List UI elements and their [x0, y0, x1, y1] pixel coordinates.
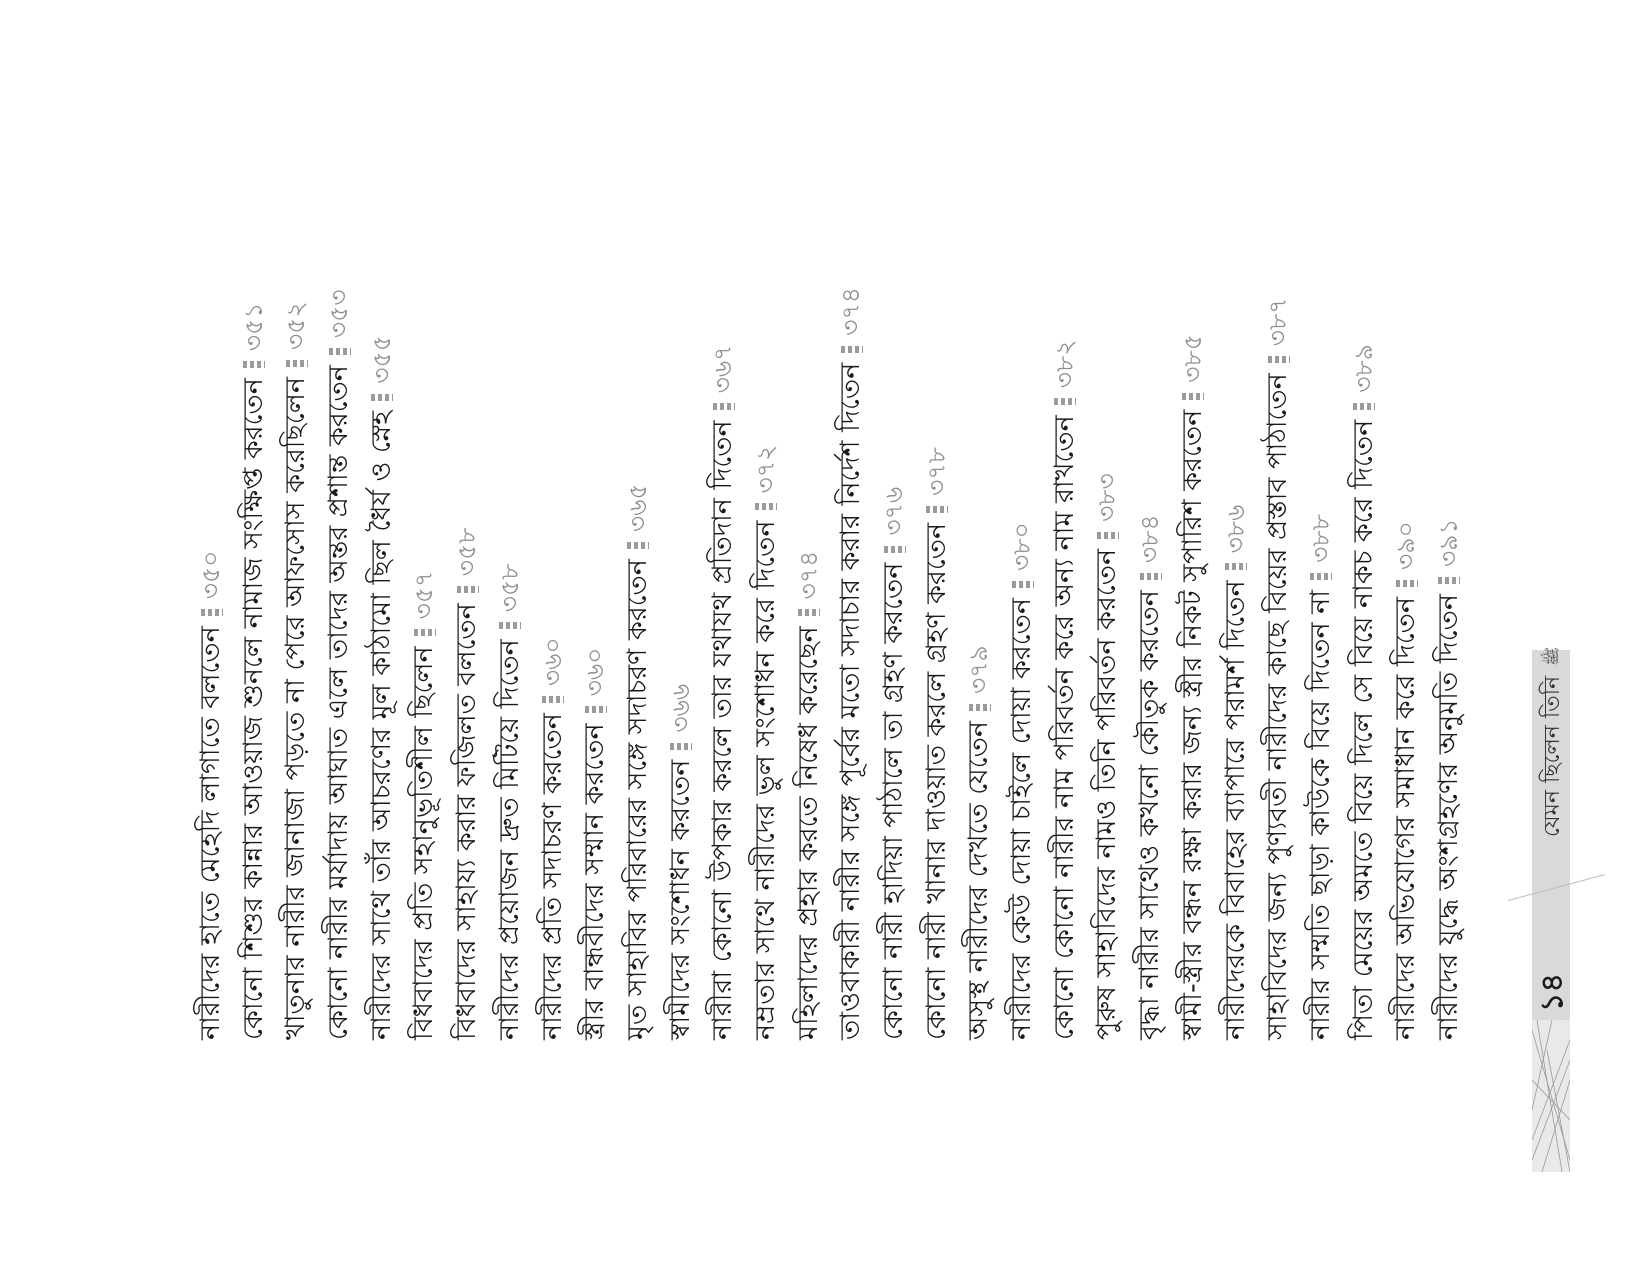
dotted-leader-icon: [542, 696, 564, 703]
toc-entry-title: তাওবাকারী নারীর সঙ্গে পূর্বের মতো সদাচার করার নির্দেশ দিতেন: [835, 362, 867, 1040]
page-number: ১৪: [1535, 973, 1570, 1012]
dotted-leader-icon: [1140, 573, 1162, 580]
toc-entry-title: নম্রতার সাথে নারীদের ভুল সংশোধন করে দিতেন: [749, 520, 781, 1040]
toc-entry-page: ৩৮২: [1049, 339, 1079, 389]
toc-entry: [873, 240, 916, 1040]
toc-entry: [1300, 240, 1343, 1040]
dotted-leader-icon: [841, 346, 863, 353]
toc-entry: [233, 240, 276, 1040]
toc-entry-title: কোনো নারী হাদিয়া পাঠালে তা গ্রহণ করতেন: [878, 562, 909, 1040]
toc-entry-page: ৩৭৬: [879, 486, 908, 536]
toc-entry: [1385, 240, 1428, 1040]
toc-entry: [788, 240, 831, 1040]
toc-entry-page: ৩৬০: [580, 647, 610, 697]
toc-entry-title: মৃত সাহাবির পরিবারের সঙ্গে সদাচরণ করতেন: [621, 559, 653, 1040]
running-header: [1535, 646, 1570, 1012]
toc-entry: [1257, 240, 1300, 1040]
dotted-leader-icon: [371, 394, 393, 401]
dotted-leader-icon: [201, 609, 223, 616]
toc-entry-page: ৩৬০: [537, 637, 567, 687]
dotted-leader-icon: [884, 546, 906, 553]
toc-entry-title: বৃদ্ধা নারীর সাথেও কখনো কৌতুক করতেন: [1134, 590, 1166, 1040]
toc-entry-page: ৩৮৫: [1177, 334, 1207, 383]
toc-entry: [660, 240, 703, 1040]
toc-entry-page: ৩৮৭: [1263, 297, 1293, 347]
toc-entry-page: ৩৮৯: [1348, 344, 1378, 393]
toc-entry: [361, 240, 404, 1040]
toc-entry-page: ৩৮০: [1007, 522, 1037, 572]
toc-entry-title: নারীর সম্মতি ছাড়া কাউকে বিয়ে দিতেন না: [1304, 589, 1336, 1040]
toc-entry: [532, 240, 575, 1040]
toc-entry-title: নারীদের কেউ দোয়া চাইলে দোয়া করতেন: [1006, 598, 1038, 1040]
toc-entry-page: ৩৬৬: [665, 683, 695, 733]
toc-entry: [617, 240, 660, 1040]
toc-entry: [403, 240, 446, 1040]
toc-entry: [830, 240, 873, 1040]
toc-entry-page: ৩৭৪: [793, 550, 823, 600]
dotted-leader-icon: [1182, 393, 1204, 400]
toc-entry-title: নারীদের সাথে তাঁর আচরণের মূল কাঠামো ছিল ধৈর্য ও স্নেহ: [365, 410, 397, 1040]
toc-list: [190, 240, 1471, 1040]
dotted-leader-icon: [457, 586, 479, 593]
toc-entry-title: নারীদের যুদ্ধে অংশগ্রহণের অনুমতি দিতেন: [1432, 594, 1464, 1040]
toc-entry-title: খাতুনার নারীর জানাজা পড়তে না পেরে আফসোস করেছিলেন: [280, 377, 312, 1040]
toc-entry: [318, 240, 361, 1040]
toc-entry-page: ৩৫৮: [494, 563, 524, 613]
toc-entry-title: নারীদেরকে বিবাহের ব্যাপারে পরামর্শ দিতেন: [1219, 580, 1251, 1040]
toc-entry-title: নারীদের প্রয়োজন দ্রুত মিটিয়ে দিতেন: [493, 639, 525, 1040]
toc-entry-page: ৩৭৮: [921, 447, 951, 496]
toc-entry-page: ৩৫৭: [409, 570, 439, 620]
dotted-leader-icon: [1353, 403, 1375, 410]
table-of-contents: [190, 240, 1471, 1040]
dotted-leader-icon: [1438, 577, 1460, 584]
toc-entry: [745, 240, 788, 1040]
toc-entry: [1001, 240, 1044, 1040]
dotted-leader-icon: [1396, 580, 1418, 587]
toc-entry: [1215, 240, 1258, 1040]
toc-entry: [958, 240, 1001, 1040]
dotted-leader-icon: [1097, 532, 1119, 539]
dotted-leader-icon: [585, 706, 607, 713]
toc-entry: [1129, 240, 1172, 1040]
toc-entry-title: পিতা মেয়ের অমতে বিয়ে দিলে সে বিয়ে নাকচ করে দিতেন: [1347, 419, 1379, 1040]
toc-entry: [916, 240, 959, 1040]
dotted-leader-icon: [969, 704, 991, 711]
toc-entry-title: সাহাবিদের জন্য পুণ্যবতী নারীদের কাছে বিয়ের প্রস্তাব পাঠাতেন: [1262, 373, 1294, 1040]
toc-entry-page: ৩৫২: [281, 301, 311, 351]
toc-entry-page: ৩৯১: [1433, 518, 1463, 568]
toc-entry-page: ৩৮৮: [1305, 514, 1335, 563]
toc-entry-page: ৩৫৫: [366, 335, 396, 384]
dotted-leader-icon: [329, 348, 351, 355]
toc-entry-page: ৩৮৬: [1220, 504, 1250, 554]
dotted-leader-icon: [926, 506, 948, 513]
dotted-leader-icon: [798, 609, 820, 616]
toc-entry-title: নারীরা কোনো উপকার করলে তার যথাযথ প্রতিদান দিতেন: [707, 420, 739, 1040]
dotted-leader-icon: [414, 629, 436, 636]
dotted-leader-icon: [670, 743, 692, 750]
toc-entry-title: কোনো নারী খানার দাওয়াত করলে গ্রহণ করতেন: [920, 522, 952, 1040]
toc-entry-title: নারীদের হাতে মেহেদি লাগাতে বলতেন: [195, 626, 226, 1040]
toc-entry-title: মহিলাদের প্রহার করতে নিষেধ করেছেন: [792, 626, 824, 1040]
toc-entry-title: বিধবাদের প্রতি সহানুভূতিশীল ছিলেন: [408, 646, 440, 1040]
toc-entry: [574, 240, 617, 1040]
toc-entry-title: বিধবাদের সাহায্য করার ফজিলত বলতেন: [451, 603, 483, 1040]
toc-entry: [1343, 240, 1386, 1040]
toc-entry-title: পুরুষ সাহাবিদের নামও তিনি পরিবর্তন করতেন: [1091, 548, 1123, 1040]
toc-entry-page: ৩৬৭: [708, 344, 738, 394]
toc-entry: [1428, 240, 1471, 1040]
toc-entry-page: ৩৫৩: [324, 289, 354, 339]
toc-entry: [275, 240, 318, 1040]
toc-entry-title: নারীদের অভিযোগের সমাধান করে দিতেন: [1390, 596, 1422, 1040]
salutation-ornament-icon: ﷺ: [1541, 646, 1561, 666]
toc-entry-page: ৩৭৪: [836, 287, 866, 336]
dotted-leader-icon: [243, 361, 265, 368]
dotted-leader-icon: [499, 622, 521, 629]
dotted-leader-icon: [1012, 581, 1034, 588]
toc-entry-title: স্ত্রীর বান্ধবীদের সম্মান করতেন: [579, 723, 611, 1040]
dotted-leader-icon: [1268, 356, 1290, 363]
dotted-leader-icon: [1054, 398, 1076, 405]
toc-entry-page: ৩৬৫: [622, 483, 652, 533]
toc-entry: [489, 240, 532, 1040]
dotted-leader-icon: [627, 542, 649, 549]
running-title: যেমন ছিলেন তিনি: [1540, 675, 1565, 837]
toc-entry-page: ৩৮৪: [1135, 514, 1165, 564]
toc-entry-page: ৩৮৩: [1092, 473, 1122, 522]
dotted-leader-icon: [1310, 573, 1332, 580]
toc-entry-title: অসুস্থ নারীদের দেখতে যেতেন: [963, 721, 995, 1040]
decorative-line-pattern: [1532, 1020, 1570, 1172]
toc-entry-title: নারীদের প্রতি সদাচরণ করতেন: [536, 713, 568, 1040]
toc-entry-title: কোনো শিশুর কান্নার আওয়াজ শুনলে নামাজ সংক্ষিপ্ত করতেন: [237, 378, 269, 1040]
toc-entry: [446, 240, 489, 1040]
toc-entry-page: ৩৯০: [1391, 521, 1421, 570]
toc-entry: [1086, 240, 1129, 1040]
toc-entry-title: কোনো নারীর মর্যাদায় আঘাত এলে তাদের অন্তর প্রশান্ত করতেন: [323, 365, 355, 1040]
toc-entry-page: ৩৫১: [238, 302, 268, 352]
toc-entry-title: কোনো কোনো নারীর নাম পরিবর্তন করে অন্য নাম রাখতেন: [1048, 415, 1080, 1040]
toc-entry-title: স্বামী-স্ত্রীর বন্ধন রক্ষা করার জন্য স্ত্রীর নিকট সুপারিশ করতেন: [1176, 409, 1208, 1040]
toc-entry: [1172, 240, 1215, 1040]
toc-entry: [702, 240, 745, 1040]
dotted-leader-icon: [286, 360, 308, 367]
toc-entry-page: ৩৭২: [750, 444, 780, 494]
toc-entry-page: ৩৫৮: [452, 527, 482, 577]
toc-entry: [190, 240, 233, 1040]
dotted-leader-icon: [1225, 563, 1247, 570]
toc-entry-page: ৩৫০: [196, 550, 225, 600]
dotted-leader-icon: [755, 503, 777, 510]
toc-entry-page: ৩৭৯: [964, 645, 994, 695]
toc-entry-title: স্বামীদের সংশোধন করতেন: [664, 759, 696, 1040]
toc-entry: [1044, 240, 1087, 1040]
dotted-leader-icon: [713, 403, 735, 410]
